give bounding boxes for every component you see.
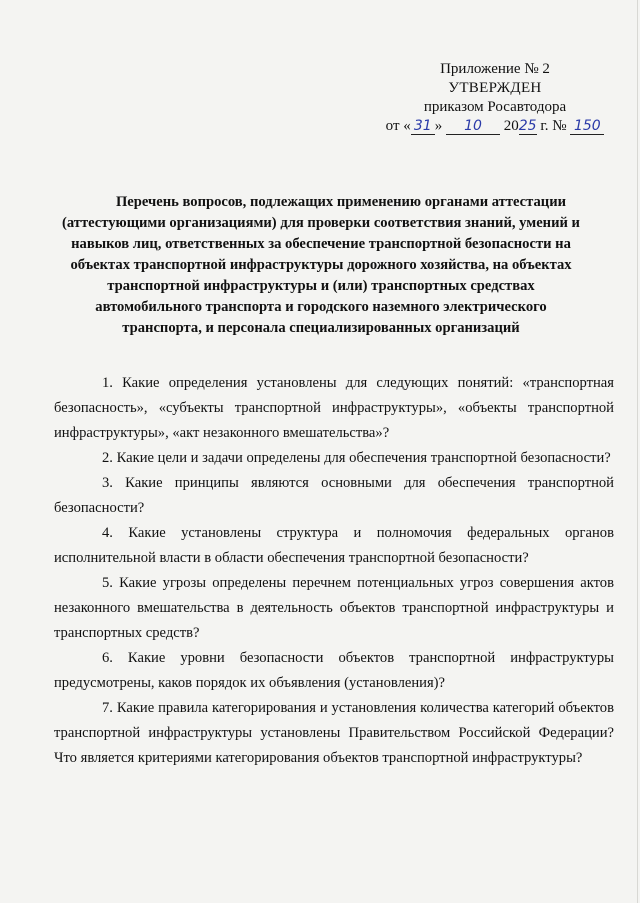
year-prefix: 20 bbox=[503, 118, 519, 134]
order-month: 10 bbox=[446, 119, 500, 135]
questions-list bbox=[54, 371, 614, 771]
title-line: транспортной инфраструктуры и (или) транспортных средствах bbox=[107, 278, 535, 294]
title-line: навыков лиц, ответственных за обеспечение транспортной безопасности на bbox=[71, 236, 571, 252]
title-line: (аттестующими организациями) для проверки соответствия знаний, умений и bbox=[62, 215, 580, 231]
question-item: 2. Какие цели и задачи определены для обеспечения транспортной безопасности? bbox=[102, 450, 611, 466]
question-item: 1. Какие определения установлены для следующих понятий: «транспортная безопасность», «субъекты транспортной инфраструктуры», «объекты транспортной инфраструктуры», «акт незаконного вмешательства»? bbox=[54, 375, 614, 441]
scan-edge bbox=[637, 0, 638, 903]
approval-block bbox=[380, 60, 610, 136]
question-item: 3. Какие принципы являются основными для обеспечения транспортной безопасности? bbox=[54, 475, 614, 516]
approved-label: УТВЕРЖДЕН bbox=[448, 80, 542, 96]
date-prefix: от « bbox=[385, 118, 411, 134]
question-item: 7. Какие правила категорирования и установления количества категорий объектов транспортной инфраструктуры установлены Правительством Российской Федерации? Что является критериями категорирования объектов транспортной инфраструктуры? bbox=[54, 700, 614, 766]
title-line: объектах транспортной инфраструктуры дорожного хозяйства, на объектах bbox=[70, 257, 572, 273]
order-day: 31 bbox=[411, 119, 435, 135]
question-item: 6. Какие уровни безопасности объектов транспортной инфраструктуры предусмотрены, каков порядок их объявления (установления)? bbox=[54, 650, 614, 691]
order-label: приказом Росавтодора bbox=[423, 99, 567, 115]
document-title bbox=[60, 192, 582, 339]
title-line: автомобильного транспорта и городского наземного электрического bbox=[95, 299, 547, 315]
appendix-label: Приложение № 2 bbox=[440, 61, 550, 77]
title-line: Перечень вопросов, подлежащих применению органами аттестации bbox=[115, 194, 567, 210]
date-mid: » bbox=[434, 118, 443, 134]
order-number: 150 bbox=[570, 119, 604, 135]
question-item: 4. Какие установлены структура и полномочия федеральных органов исполнительной власти в области обеспечения транспортной безопасности? bbox=[54, 525, 614, 566]
order-year: 25 bbox=[518, 118, 537, 134]
title-line: транспорта, и персонала специализированных организаций bbox=[122, 320, 520, 336]
year-suffix: г. № bbox=[536, 118, 567, 134]
question-item: 5. Какие угрозы определены перечнем потенциальных угроз совершения актов незаконного вмешательства в деятельность объектов транспортной инфраструктуры и транспортных средств? bbox=[54, 575, 614, 641]
order-date-line bbox=[380, 117, 610, 136]
